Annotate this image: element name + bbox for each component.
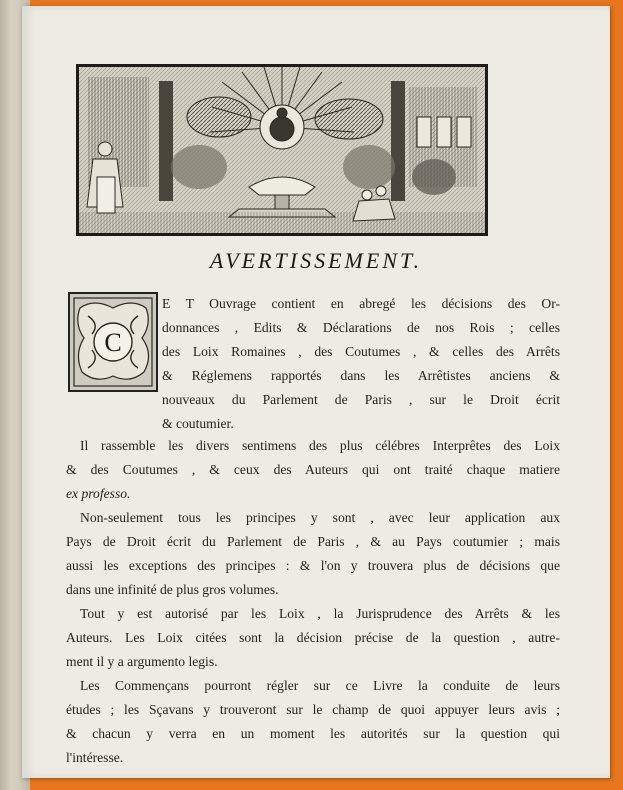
text-line: E T Ouvrage contient en abregé les décisions des Or-	[162, 296, 560, 311]
headpiece-engraving-illustration	[79, 67, 485, 233]
text-line: & des Coutumes , & ceux des Auteurs qui ont traité chaque matiere	[66, 462, 560, 477]
text-line: & Réglemens rapportés dans les Arrêtistes anciens &	[162, 368, 560, 383]
text-line: donnances , Edits & Déclarations de nos Rois ; celles	[162, 320, 560, 335]
text-line: Pays de Droit écrit du Parlement de Paris , & au Pays coutumier ; mais	[66, 534, 560, 549]
text-line: Tout y est autorisé par les Loix , la Jurisprudence des Arrêts & les	[80, 606, 560, 621]
text-line: nouveaux du Parlement de Paris , sur le Droit écrit	[162, 392, 560, 407]
text-line: études ; les Sçavans y trouveront sur le champ de quoi appuyer leurs avis ;	[66, 702, 560, 717]
text-line: ment il y a argumento legis.	[66, 654, 218, 669]
text-line: Auteurs. Les Loix citées sont la décision précise de la question , autre-	[66, 630, 560, 645]
drop-cap-letter: C	[104, 328, 122, 357]
text-line: l'intéresse.	[66, 750, 124, 765]
ornamental-drop-cap	[68, 292, 158, 392]
text-line: ex professo.	[66, 486, 131, 501]
text-line: & coutumier.	[162, 416, 234, 431]
text-line: Il rassemble les divers sentimens des plus célébres Interprêtes des Loix	[80, 438, 560, 453]
engraved-headpiece	[76, 64, 488, 236]
page-title: AVERTISSEMENT.	[209, 248, 423, 273]
text-line: aussi les exceptions des principes : & l'on y trouvera plus de décisions que	[66, 558, 560, 573]
book-page	[22, 6, 610, 778]
text-line: des Loix Romaines , des Coutumes , & celles des Arrêts	[162, 344, 560, 359]
text-line: Non-seulement tous les principes y sont , avec leur application aux	[80, 510, 560, 525]
text-line: dans une infinité de plus gros volumes.	[66, 582, 279, 597]
text-line: & chacun y verra en un moment les autorités sur la question qui	[66, 726, 560, 741]
text-line: Les Commençans pourront régler sur ce Livre la conduite de leurs	[80, 678, 560, 693]
